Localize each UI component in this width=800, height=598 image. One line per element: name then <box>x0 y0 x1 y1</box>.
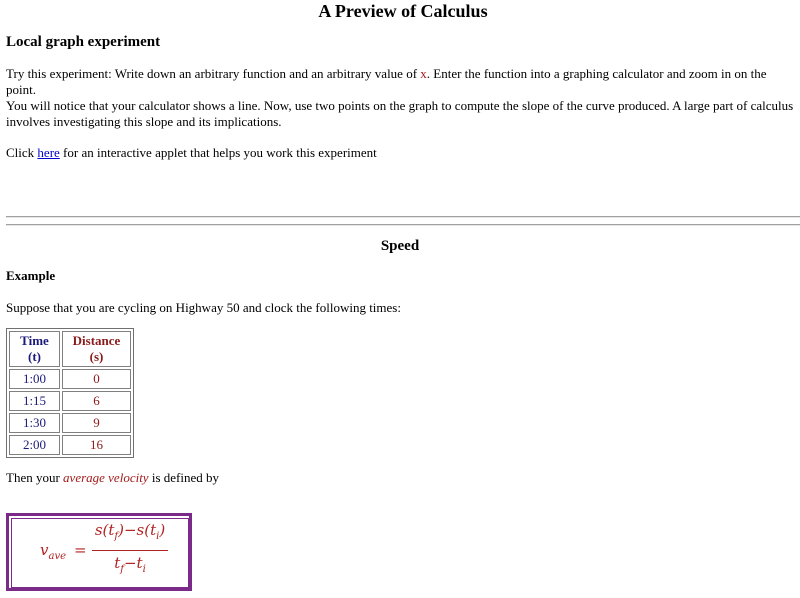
cell-distance: 16 <box>62 435 131 455</box>
local-graph-heading: Local graph experiment <box>6 34 161 50</box>
click-prefix: Click <box>6 145 38 160</box>
local-paragraph <box>6 66 798 130</box>
local-paragraph-line-1 <box>6 66 798 98</box>
speed-heading: Speed <box>380 238 420 254</box>
divider-2 <box>6 224 800 226</box>
denominator-minus-t: −t <box>123 554 143 572</box>
local-text-1: Try this experiment: Write down an arbitrary function and an arbitrary value of <box>6 66 421 81</box>
denominator-sub-f: f <box>120 564 124 575</box>
numerator-part-3: ) <box>159 521 166 539</box>
header-time: Time (t) <box>9 331 60 367</box>
times-table <box>6 328 134 458</box>
formula-equals: = <box>74 541 87 559</box>
then-prefix: Then your <box>6 470 64 485</box>
table-row <box>9 369 131 389</box>
formula-v-subscript: ave <box>48 551 67 562</box>
cell-time: 2:00 <box>9 435 60 455</box>
local-paragraph-line-3: involves investigating this slope and its implications. <box>6 114 282 129</box>
then-suffix: is defined by <box>148 470 219 485</box>
numerator-sub-f: f <box>114 531 119 542</box>
table-header-row <box>9 331 131 367</box>
denominator-sub-i: i <box>142 564 146 575</box>
average-velocity-formula <box>11 518 189 588</box>
average-velocity-term: average velocity <box>63 470 149 485</box>
local-paragraph-line-2: You will notice that your calculator shows a line. Now, use two points on the graph to compute the slope of the curve produced. A large part of calculus <box>6 98 794 113</box>
applet-link[interactable]: here <box>37 145 60 160</box>
cell-time: 1:30 <box>9 413 60 433</box>
numerator-part-1: s(t <box>94 521 115 539</box>
numerator-sub-i: i <box>156 531 160 542</box>
numerator-part-2: )−s(t <box>118 521 157 539</box>
fraction-bar <box>92 550 168 551</box>
cell-distance: 9 <box>62 413 131 433</box>
formula-denominator <box>92 554 168 575</box>
formula-numerator <box>92 521 168 542</box>
cell-distance: 6 <box>62 391 131 411</box>
formula-v: v <box>40 541 49 559</box>
header-distance: Distance (s) <box>62 331 131 367</box>
formula-box <box>6 513 192 591</box>
average-velocity-sentence <box>6 470 219 486</box>
speed-intro: Suppose that you are cycling on Highway 50 and clock the following times: <box>6 300 401 315</box>
applet-sentence <box>6 145 377 161</box>
variable-x: x <box>420 66 427 81</box>
cell-time: 1:00 <box>9 369 60 389</box>
divider-1 <box>6 216 800 218</box>
table-row <box>9 391 131 411</box>
local-text-2: . Enter the function into a graphing calculator and zoom in on the point. <box>6 66 767 97</box>
table-row <box>9 435 131 455</box>
denominator-t: t <box>114 554 121 572</box>
example-label: Example <box>6 268 56 283</box>
cell-distance: 0 <box>62 369 131 389</box>
formula-lhs <box>40 541 66 562</box>
table-row <box>9 413 131 433</box>
click-suffix: for an interactive applet that helps you work this experiment <box>59 145 377 160</box>
cell-time: 1:15 <box>9 391 60 411</box>
page-title: A Preview of Calculus <box>318 1 488 21</box>
